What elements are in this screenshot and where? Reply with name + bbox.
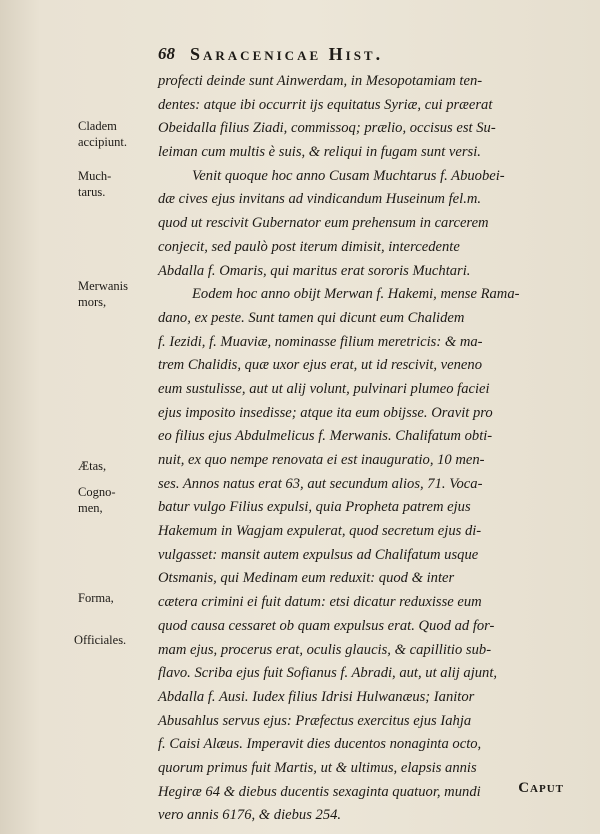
- text-line: Otsmanis, qui Medinam eum reduxit: quod & inter: [158, 570, 455, 587]
- text-line: quorum primus fuit Martis, ut & ultimus, elapsis annis: [158, 759, 477, 776]
- catchword: Caput: [518, 780, 564, 796]
- margin-note-clades: Cladem: [78, 119, 117, 133]
- margin-note-officiales: Officiales.: [74, 633, 127, 647]
- margin-note-cognomen: Cogno-: [78, 485, 116, 499]
- text-line: Hakemum in Wagjam expulerat, quod secretum ejus di-: [158, 523, 482, 540]
- text-line: Abusahlus servus ejus: Præfectus exercitus ejus Iahja: [158, 712, 472, 729]
- text-line: ejus imposito insedisse; atque ita eum obijsse. Oravit pro: [158, 404, 493, 421]
- text-line: f. Iezidi, f. Muaviæ, nominasse filium meretricis: & ma-: [158, 333, 483, 350]
- text-line: trem Chalidis, quæ uxor ejus erat, ut id rescivit, veneno: [158, 357, 482, 374]
- margin-note-muchtarus: Much-: [78, 169, 112, 183]
- text-line: profecti deinde sunt Ainwerdam, in Mesopotamiam ten-: [158, 73, 483, 89]
- main-text-column: [158, 70, 588, 828]
- margin-note-merwanis-2: mors,: [78, 295, 107, 309]
- text-line: nuit, ex quo nempe renovata ei est inauguratio, 10 men-: [158, 452, 485, 468]
- text-line: Eodem hoc anno obijt Merwan f. Hakemi, mense Rama-: [192, 286, 520, 303]
- margin-note-forma: Forma,: [78, 591, 114, 605]
- text-line: leiman cum multis è suis, & reliqui in fugam sunt versi.: [158, 144, 481, 161]
- text-line: eo filius ejus Abdulmelicus f. Merwanis. Chalifatum obti-: [158, 428, 493, 445]
- text-line: quod causa cessaret ob quam expulsus erat. Quod ad for-: [158, 617, 495, 634]
- text-line: Hegiræ 64 & diebus ducentis sexaginta quatuor, mundi: [158, 783, 481, 800]
- page-number: 68: [158, 44, 175, 63]
- text-line: flavo. Scriba ejus fuit Sofianus f. Abradi, aut, ut alij ajunt,: [158, 665, 498, 682]
- text-line: batur vulgo Filius expulsi, quia Propheta patrem ejus: [158, 499, 471, 516]
- text-line: Obeidalla filius Ziadi, commissoq; prælio, occisus est Su-: [158, 120, 496, 137]
- text-line: mam ejus, procerus erat, oculis glaucis, & capillitio sub-: [158, 641, 492, 658]
- text-line: eum sustulisse, aut ut alij volunt, pulvinari plumeo faciei: [158, 380, 490, 397]
- text-line: vulgasset: mansit autem expulsus ad Chalifatum usque: [158, 546, 479, 563]
- text-line: ses. Annos natus erat 63, aut secundum alios, 71. Voca-: [158, 475, 483, 492]
- margin-note-muchtarus-2: tarus.: [78, 185, 106, 199]
- text-line: vero annis 6176, & diebus 254.: [158, 807, 342, 824]
- text-line: f. Caisi Alæus. Imperavit dies ducentos nonaginta octo,: [158, 736, 482, 753]
- margin-note-clades-2: accipiunt.: [78, 135, 127, 149]
- running-head: Saracenicae Hist.: [190, 44, 384, 64]
- text-line: dentes: atque ibi occurrit ijs equitatus Syriæ, cui præerat: [158, 96, 493, 113]
- margin-note-cognomen-2: men,: [78, 501, 103, 515]
- margin-note-merwanis: Merwanis: [78, 279, 128, 293]
- text-line: cætera crimini ei fuit datum: etsi dicatur reduxisse eum: [158, 594, 482, 611]
- margin-note-aetas: Ætas,: [78, 459, 107, 473]
- text-line: Abdalla f. Ausi. Iudex filius Idrisi Hulwanæus; Ianitor: [158, 688, 475, 705]
- text-line: Abdalla f. Omaris, qui maritus erat sororis Muchtari.: [158, 262, 471, 279]
- text-line: conjecit, sed paulò post iterum dimisit, intercedente: [158, 238, 460, 255]
- text-line: dano, ex peste. Sunt tamen qui dicunt eum Chalidem: [158, 309, 465, 326]
- text-line: dæ cives ejus invitans ad vindicandum Huseinum fel.m.: [158, 191, 482, 208]
- text-line: Venit quoque hoc anno Cusam Muchtarus f. Abuobei-: [192, 167, 505, 184]
- text-line: quod ut rescivit Gubernator eum prehensum in carcerem: [158, 215, 489, 232]
